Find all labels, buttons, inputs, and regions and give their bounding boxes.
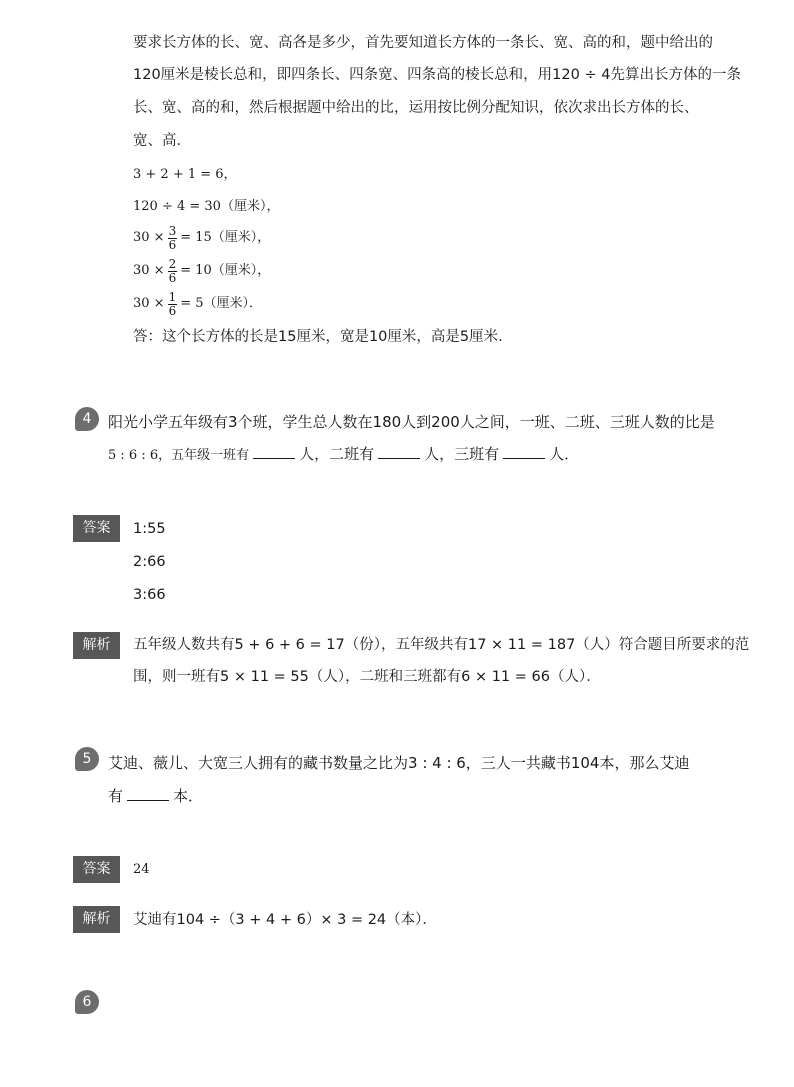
fraction-line-2 [133,255,270,287]
analysis-line-1: 五年级人数共有5 + 6 + 6 = 17（份），五年级共有17 × 11 = 187（人）符合题目所要求的范 [133,637,750,653]
answer-blank[interactable] [503,445,545,459]
analysis-line: 艾迪有104 ÷（3 + 4 + 6）× 3 = 24（本）． [133,912,437,928]
question-text: 人． [549,445,580,463]
denominator: 6 [168,303,177,318]
question-text: 人，三班有 [424,445,500,463]
question-text: 人，二班有 [299,445,375,463]
fraction-suffix: = 5（厘米）． [180,296,263,311]
question-number-badge: 5 [75,747,99,771]
solution-para-line-4: 宽、高． [133,133,191,149]
question-4-line-2 [108,444,579,466]
fraction-suffix: = 10（厘米）， [180,263,271,278]
question-4-line-1: 阳光小学五年级有3个班，学生总人数在180人到200人之间，一班、二班、三班人数的比是 [108,413,715,431]
numerator: 3 [168,223,177,238]
analysis-line-2: 围，则一班有5 × 11 = 55（人），二班和三班都有6 × 11 = 66（人）． [133,669,601,685]
solution-para-line-3: 长、宽、高的和，然后根据题中给出的比，运用按比例分配知识，依次求出长方体的长、 [133,100,699,116]
fraction-prefix: 30 × [133,230,165,245]
question-number-badge: 6 [75,990,99,1014]
fraction-prefix: 30 × [133,263,165,278]
answer-tag: 答案 [73,856,120,883]
solution-para-line-2: 120厘米是棱长总和，即四条长、四条宽、四条高的棱长总和，用120 ÷ 4先算出长方体的一条 [133,67,741,83]
answer-value: 24 [133,862,150,877]
analysis-tag: 解析 [73,906,120,933]
answer-value: 2:66 [133,554,166,570]
answer-value: 1:55 [133,521,166,537]
calc-line-2 [133,196,279,217]
numerator: 1 [168,289,177,304]
fraction-suffix: = 15（厘米）， [180,230,271,245]
calc-text: 3 + 2 + 1 = 6， [133,167,237,182]
analysis-tag: 解析 [73,632,120,659]
solution-answer: 答：这个长方体的长是15厘米，宽是10厘米，高是5厘米． [133,329,513,345]
question-text: 5 : 6 : 6，五年级一班有 [108,448,250,463]
question-5-line-2 [108,786,203,806]
question-number-badge: 4 [75,407,99,431]
answer-value: 3:66 [133,587,166,603]
answer-blank[interactable] [253,445,295,459]
question-5-line-1: 艾迪、薇儿、大宽三人拥有的藏书数量之比为3 : 4 : 6，三人一共藏书104本，那么艾迪 [108,754,690,772]
denominator: 6 [168,237,177,252]
solution-para-line-1: 要求长方体的长、宽、高各是多少，首先要知道长方体的一条长、宽、高的和，题中给出的 [133,35,713,51]
question-text: 本． [173,787,204,805]
answer-blank[interactable] [378,445,420,459]
fraction-prefix: 30 × [133,296,165,311]
fraction [168,225,178,252]
fraction [168,291,178,318]
numerator: 2 [168,256,177,271]
question-text: 有 [108,787,124,805]
calc-line-1 [133,164,237,185]
fraction [168,258,178,285]
answer-blank[interactable] [127,787,169,801]
answer-tag: 答案 [73,515,120,542]
fraction-line-1 [133,222,270,254]
fraction-line-3 [133,288,262,320]
denominator: 6 [168,270,177,285]
calc-text: 120 ÷ 4 = 30（厘米）， [133,199,280,214]
